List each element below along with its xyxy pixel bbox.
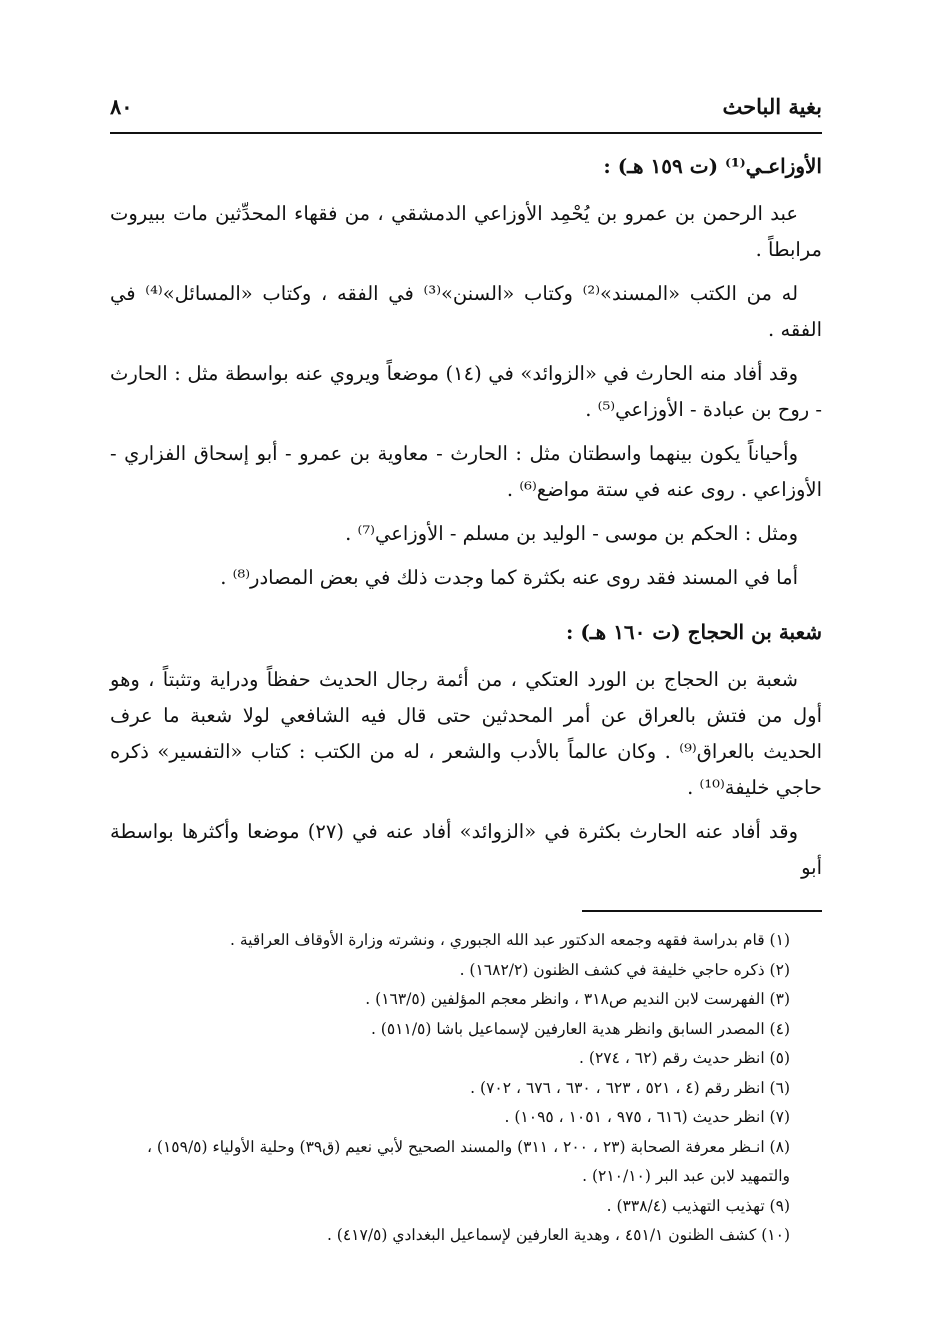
paragraph-awzai-narration: وقد أفاد منه الحارث في «الزوائد» في (١٤) موضعاً ويروي عنه بواسطة مثل : الحارث - روح بن عبادة - الأوزاعي⁽⁵⁾ . (110, 362, 822, 421)
paragraph-awzai-books: له من الكتب «المسند»⁽²⁾ وكتاب «السنن»⁽³⁾ في الفقه ، وكتاب «المسائل»⁽⁴⁾ في الفقه . (110, 282, 822, 341)
footnote-1: (١) قام بدراسة فقهه وجمعه الدكتور عبد الله الجبوري ، ونشرته وزارة الأوقاف العراقية . (230, 931, 790, 949)
page-number: ٨٠ (110, 94, 133, 119)
paragraph-shuba-bio: شعبة بن الحجاج بن الورد العتكي ، من أئمة رجال الحديث حفظاً ودراية وتثبتاً ، وهو أول من فتش بالعراق عن أمر المحدثين حتى قال فيه الشافعي لولا شعبة ما عرف الحديث بالعراق⁽⁹⁾ . وكان عالماً بالأدب والشعر ، له من الكتب : كتاب «التفسير» ذكره حاجي خليفة⁽¹⁰⁾ . (110, 668, 822, 799)
section-heading-awzai: الأوزاعـي⁽¹⁾ (ت ١٥٩ هـ) : (603, 154, 822, 178)
footnote-3: (٣) الفهرست لابن النديم ص٣١٨ ، وانظر معجم المؤلفين (١٦٣/٥) . (365, 990, 790, 1008)
footnote-8: (٨) انـظر معرفة الصحابة (٢٣ ، ٢٠٠ ، ٣١١) والمسند الصحيح لأبي نعيم (ق٣٩) وحلية الأولياء (١٥٩/٥) ، والتمهيد لابن عبد البر (٢١٠/١٠) . (146, 1137, 790, 1185)
paragraph-shuba-narration: وقد أفاد عنه الحارث بكثرة في «الزوائد» أفاد عنه في (٢٧) موضعا وأكثرها بواسطة أبو (110, 820, 822, 879)
footnote-separator (582, 910, 822, 912)
footnote-5: (٥) انظر حديث رقم (٦٢ ، ٢٧٤) . (579, 1049, 790, 1067)
book-page (110, 88, 822, 1328)
paragraph-awzai-example: ومثل : الحكم بن موسى - الوليد بن مسلم - الأوزاعي⁽⁷⁾ . (345, 522, 798, 545)
footnote-9: (٩) تهذيب التهذيب (٣٣٨/٤) . (606, 1196, 790, 1215)
book-title: بغية الباحث (722, 94, 822, 119)
footnotes (110, 926, 822, 1251)
paragraph-awzai-bio: عبد الرحمن بن عمرو بن يُحْمِد الأوزاعي الدمشقي ، من فقهاء المحدِّثين مات ببيروت مرابطاً . (110, 202, 822, 261)
section-heading-shuba: شعبة بن الحجاج (ت ١٦٠ هـ) : (566, 620, 822, 644)
footnote-7: (٧) انظر حديث (٦١٦ ، ٩٧٥ ، ١٠٥١ ، ١٠٩٥) . (504, 1108, 790, 1126)
main-text (110, 148, 822, 886)
footnote-6: (٦) انظر رقم (٤ ، ٥٢١ ، ٦٢٣ ، ٦٣٠ ، ٦٧٦ ، ٧٠٢) . (470, 1078, 790, 1097)
footnote-4: (٤) المصدر السابق وانظر هدية العارفين لإسماعيل باشا (٥١١/٥) . (370, 1019, 790, 1038)
footnote-2: (٢) ذكره حاجي خليفة في كشف الظنون (١٦٨٢/٢) . (459, 960, 790, 979)
paragraph-awzai-two-intermediaries: وأحياناً يكون بينهما واسطتان مثل : الحارث - معاوية بن عمرو - أبو إسحاق الفزاري - الأوزاعي . روى عنه في ستة مواضع⁽⁶⁾ . (110, 442, 822, 501)
running-header (110, 88, 822, 134)
footnote-10: (١٠) كشف الظنون ٤٥١/١ ، وهدية العارفين لإسماعيل البغدادي (٤١٧/٥) . (326, 1226, 790, 1244)
paragraph-awzai-musnad: أما في المسند فقد روى عنه بكثرة كما وجدت ذلك في بعض المصادر⁽⁸⁾ . (220, 566, 798, 589)
section-spacer (110, 604, 822, 614)
